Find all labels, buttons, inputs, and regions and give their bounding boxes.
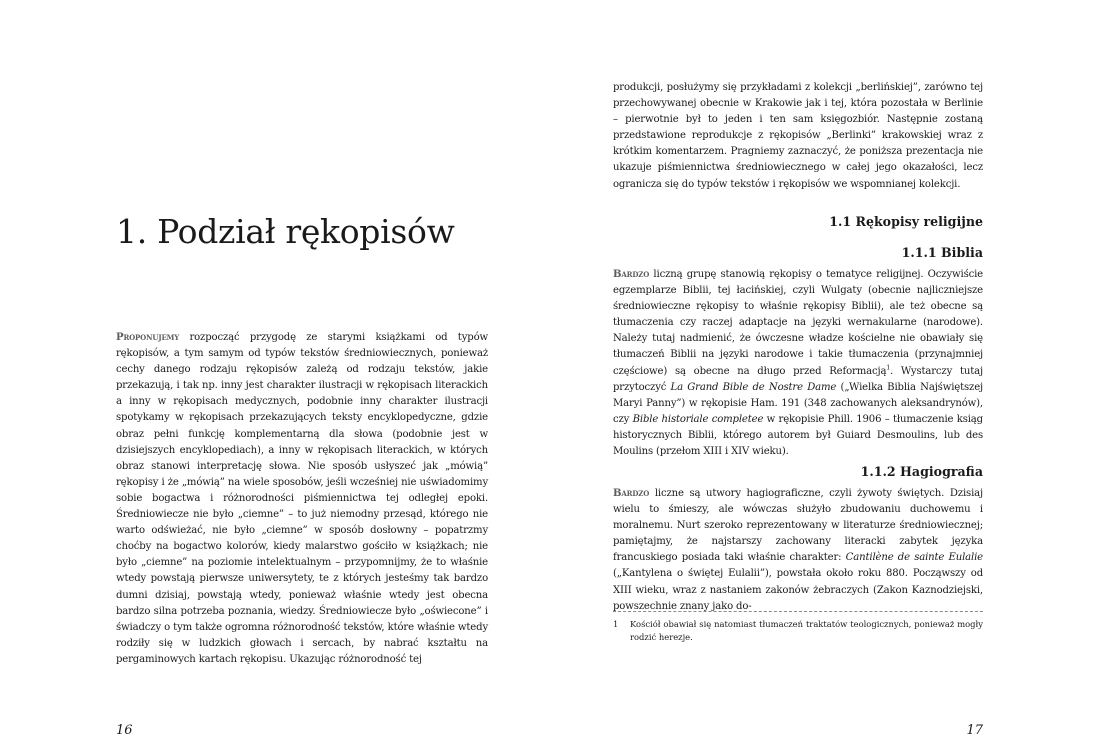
paragraph-lead-word: Proponujemy bbox=[116, 332, 180, 343]
chapter-title: 1. Podział rękopisów bbox=[116, 212, 455, 251]
footnote bbox=[613, 618, 983, 643]
bible-paragraph bbox=[613, 267, 983, 460]
work-title: Cantilène de sainte Eulalie bbox=[845, 552, 984, 564]
subsection-heading-hagiography: 1.1.2 Hagiografia bbox=[860, 464, 983, 479]
work-title: Bible historiale completee bbox=[632, 413, 764, 425]
section-heading-religious: 1.1 Rękopisy religijne bbox=[829, 214, 983, 229]
paragraph-text: . Wystarczy tutaj przytoczyć bbox=[613, 365, 983, 393]
paragraph-lead-word: Bardzo bbox=[613, 488, 650, 499]
right-page bbox=[550, 0, 1100, 741]
paragraph-text: („Wielka Biblia Najświętszej Maryi Panny”) w rękopisie Ham. 191 (348 zachowanych aleksandrynów), czy bbox=[613, 381, 984, 425]
page-number-right: 17 bbox=[966, 723, 983, 738]
hagiography-paragraph bbox=[613, 486, 983, 615]
footnote-divider bbox=[613, 611, 983, 612]
paragraph-text: liczną grupę stanowią rękopisy o tematyce religijnej. Oczywiście egzemplarze Biblii, tej łacińskiej, czyli Wulgaty (obecnie najliczniejsze średniowieczne rękopisy to właśnie rękopisy Biblii), ale też obecne są tłumaczenia czy raczej adaptacje na języki wernakularne (narodowe). Należy tutaj nadmienić, że ówczesne władze kościelne nie obawiały się tłumaczeń Biblii na języki narodowe i takie tłumaczenia (przynajmniej częściowe) są obecne na długo przed Reformacją bbox=[613, 269, 983, 377]
paragraph-lead-word: Bardzo bbox=[613, 269, 650, 280]
paragraph-text: („Kantylena o świętej Eulalii”), powstała około roku 880. Począwszy od XIII wieku, wraz z nastaniem zakonów żebraczych (Zakon Kaznodziejski, powszechnie znany jako do- bbox=[613, 568, 983, 612]
footnote-number: 1 bbox=[613, 619, 619, 629]
paragraph-text: liczne są utwory hagiograficzne, czyli żywoty świętych. Dzisiaj wielu to śmieszy, ale wówczas służyło zbudowaniu duchowemu i moralnemu. Nurt szeroko reprezentowany w literaturze średniowiecznej; pamiętajmy, że najstarszy zachowany literacki zabytek języka francuskiego posiada taki właśnie charakter: bbox=[613, 488, 983, 564]
footnote-text: Kościół obawiał się natomiast tłumaczeń traktatów teologicznych, ponieważ mogły rodzić herezje. bbox=[630, 619, 983, 642]
chapter-intro-paragraph bbox=[116, 330, 488, 668]
page-number-left: 16 bbox=[116, 723, 133, 738]
footnote-reference[interactable]: 1 bbox=[886, 364, 891, 372]
subsection-heading-bible: 1.1.1 Biblia bbox=[901, 245, 983, 260]
work-title: La Grand Bible de Nostre Dame bbox=[670, 381, 837, 393]
paragraph-text: w rękopisie Phill. 1906 – tłumaczenie ksiąg historycznych Biblii, którego autorem był Guiard Desmoulins, lub des Moulins (przełom XIII i XIV wieku). bbox=[613, 413, 983, 458]
continued-paragraph: produkcji, posłużymy się przykładami z kolekcji „berlińskiej”, zarówno tej przechowywanej obecnie w Krakowie jak i tej, która pozostała w Berlinie – pierwotnie był to jeden i ten sam księgozbiór. Następnie zostaną przedstawione reprodukcje z rękopisów „Berlinki” krakowskiej wraz z krótkim komentarzem. Pragniemy zaznaczyć, że poniższa prezentacja nie ukazuje piśmiennictwa średniowiecznego w całej jego okazałości, lecz ogranicza się do typów tekstów i rękopisów we wspomnianej kolekcji. bbox=[613, 82, 983, 190]
paragraph-text: rozpocząć przygodę ze starymi książkami od typów rękopisów, a tym samym od typów tekstów średniowiecznych, ponieważ cechy danego rodzaju rękopisów zależą od rodzaju tekstów, jakie przekazują, i tak np. inny jest charakter ilustracji w rękopisach literackich a inny w rękopisach medycznych, podobnie inny charakter ilustracji spotykamy w rękopisach przekazujących teksty encyklopedyczne, gdzie obraz pełni funkcję komplementarną dla słowa (podobnie jest w dzisiejszych encyklopediach), a inny w rękopisach literackich, w których obraz stanowi interpretację słowa. Nie sposób usłyszeć jak „mówią” rękopisy i że „mówią” na wiele sposobów, jeśli wcześniej nie uświadomimy sobie bogactwa i różnorodności piśmiennictwa tej odległej epoki. Średniowiecze nie było „ciemne” – to już niemodny przesąd, którego nie warto odświeżać, nie było „ciemne” w sposób dosłowny – popatrzmy choćby na bogactwo kolorów, kiedy malarstwo gościło w książkach; nie było „ciemne” na poziomie intelektualnym – przypomnijmy, że to właśnie wtedy powstają pierwsze uniwersytety, te z których jesteśmy tak bardzo dumni dzisiaj, powstają wtedy, ponieważ właśnie wtedy jest obecna bardzo silna potrzeba poznania, wiedzy. Średniowiecze było „oświecone” i świadczy o tym także ogromna różnorodność tekstów, które właśnie wtedy rodziły się w ludzkich głowach i sercach, by nabrać kształtu na pergaminowych kartach rękopisu. Ukazując różnorodność tej bbox=[116, 332, 488, 665]
